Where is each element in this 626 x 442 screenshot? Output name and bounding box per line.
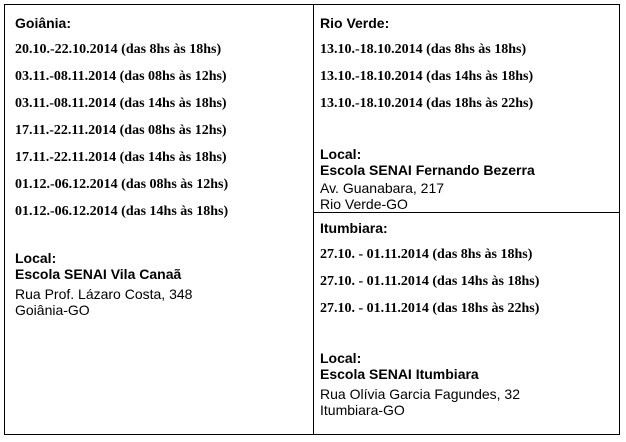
- goiania-date-3: 03.11.-08.11.2014 (das 14hs às 18hs): [15, 96, 227, 111]
- itumbiara-address-line-2: Itumbiara-GO: [320, 402, 405, 418]
- schedule-table: [4, 4, 620, 435]
- goiania-date-5: 17.11.-22.11.2014 (das 14hs às 18hs): [15, 150, 227, 165]
- goiania-local-label: Local:: [15, 250, 57, 266]
- goiania-date-6: 01.12.-06.12.2014 (das 08hs às 12hs): [15, 177, 229, 192]
- itumbiara-date-3: 27.10. - 01.11.2014 (das 18hs às 22hs): [320, 301, 540, 316]
- row-divider: [313, 212, 619, 213]
- rio-verde-date-3: 13.10.-18.10.2014 (das 18hs às 22hs): [320, 96, 534, 111]
- column-divider: [313, 5, 314, 434]
- rio-verde-local-label: Local:: [320, 146, 362, 162]
- goiania-venue: Escola SENAI Vila Canaã: [15, 266, 182, 282]
- rio-verde-venue: Escola SENAI Fernando Bezerra: [320, 162, 535, 178]
- itumbiara-venue: Escola SENAI Itumbiara: [320, 366, 479, 382]
- goiania-date-2: 03.11.-08.11.2014 (das 08hs às 12hs): [15, 69, 227, 84]
- itumbiara-title: Itumbiara:: [320, 220, 388, 236]
- rio-verde-title: Rio Verde:: [320, 15, 390, 31]
- goiania-date-4: 17.11.-22.11.2014 (das 08hs às 12hs): [15, 123, 227, 138]
- goiania-address-line-1: Rua Prof. Lázaro Costa, 348: [15, 286, 193, 302]
- goiania-date-7: 01.12.-06.12.2014 (das 14hs às 18hs): [15, 204, 229, 219]
- rio-verde-date-1: 13.10.-18.10.2014 (das 8hs às 18hs): [320, 42, 527, 57]
- goiania-title: Goiânia:: [15, 15, 72, 31]
- rio-verde-address-line-1: Av. Guanabara, 217: [320, 180, 445, 196]
- rio-verde-address-line-2: Rio Verde-GO: [320, 196, 408, 212]
- rio-verde-date-2: 13.10.-18.10.2014 (das 14hs às 18hs): [320, 69, 534, 84]
- itumbiara-address-line-1: Rua Olívia Garcia Fagundes, 32: [320, 386, 520, 402]
- itumbiara-date-2: 27.10. - 01.11.2014 (das 14hs às 18hs): [320, 274, 540, 289]
- goiania-address-line-2: Goiânia-GO: [15, 302, 90, 318]
- itumbiara-local-label: Local:: [320, 350, 362, 366]
- goiania-date-1: 20.10.-22.10.2014 (das 8hs às 18hs): [15, 42, 222, 57]
- itumbiara-date-1: 27.10. - 01.11.2014 (das 8hs às 18hs): [320, 247, 533, 262]
